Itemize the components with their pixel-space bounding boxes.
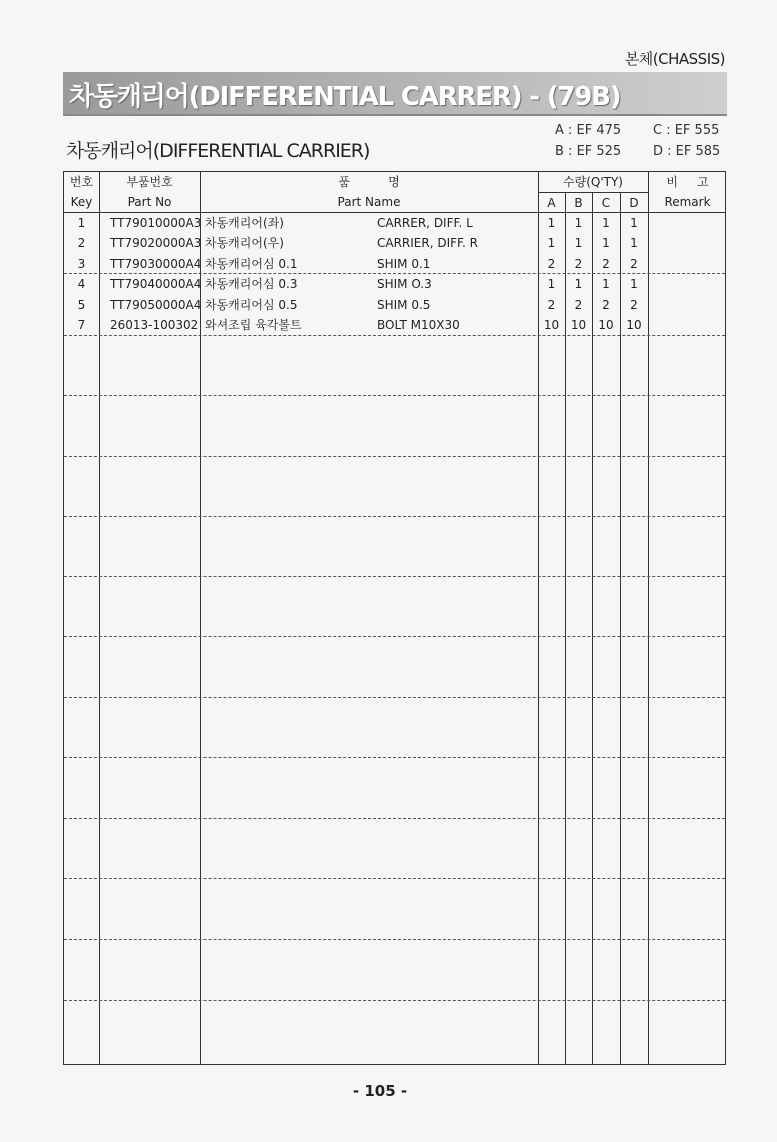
col-divider: [99, 172, 100, 1064]
row-qty-a: 10: [543, 318, 560, 332]
row-name-kr: 차동캐리어(좌): [205, 216, 284, 230]
row-qty-a: 2: [547, 257, 556, 271]
model-legend-c: C : EF 555: [653, 123, 720, 138]
header-name-en: Part Name: [337, 195, 401, 209]
row-separator: [64, 818, 725, 819]
row-key: 2: [77, 236, 86, 250]
row-separator: [64, 456, 725, 457]
row-qty-a: 2: [547, 298, 556, 312]
row-key: 7: [77, 318, 86, 332]
row-qty-c: 1: [602, 216, 610, 230]
row-name-kr: 와셔조립 육각볼트: [205, 318, 302, 332]
col-divider: [648, 172, 649, 1064]
row-name-kr: 차동캐리어심 0.3: [205, 277, 298, 291]
row-separator: [64, 939, 725, 940]
row-name-en: SHIM 0.5: [377, 298, 431, 312]
header-partno-kr: 부품번호: [126, 175, 173, 189]
title-banner: [63, 72, 727, 116]
row-qty-d: 1: [630, 216, 638, 230]
model-legend-d: D : EF 585: [653, 144, 721, 159]
header-key-en: Key: [70, 195, 93, 209]
header-remark-en: Remark: [664, 195, 711, 209]
row-separator: [64, 757, 725, 758]
row-key: 3: [77, 257, 86, 271]
row-part-no: TT79020000A3: [110, 236, 202, 250]
row-name-en: SHIM O.3: [377, 277, 432, 291]
model-legend-a: A : EF 475: [555, 123, 622, 138]
row-qty-b: 10: [570, 318, 587, 332]
row-name-kr: 차동캐리어심 0.5: [205, 298, 298, 312]
row-qty-a: 1: [547, 236, 556, 250]
row-separator: [64, 697, 725, 698]
row-name-kr: 차동캐리어심 0.1: [205, 257, 298, 271]
row-key: 1: [77, 216, 86, 230]
row-separator: [64, 273, 725, 274]
row-qty-d: 10: [626, 318, 642, 332]
row-separator: [64, 516, 725, 517]
header-qty-c: C: [601, 196, 611, 210]
row-qty-b: 1: [574, 236, 583, 250]
row-separator: [64, 636, 725, 637]
parts-table: [63, 171, 726, 1065]
row-name-en: BOLT M10X30: [377, 318, 460, 332]
row-qty-d: 1: [630, 277, 638, 291]
qty-header-line: [538, 192, 648, 193]
row-qty-c: 10: [598, 318, 614, 332]
row-qty-d: 2: [630, 298, 638, 312]
row-part-no: TT79010000A3: [110, 216, 202, 230]
row-qty-b: 2: [574, 257, 583, 271]
header-qty-b: B: [574, 196, 583, 210]
header-key-kr: 번호: [69, 175, 94, 189]
row-part-no: TT79040000A4: [110, 277, 202, 291]
row-separator: [64, 335, 725, 336]
row-qty-c: 1: [602, 236, 610, 250]
row-name-en: CARRIER, DIFF. R: [377, 236, 478, 250]
row-qty-a: 1: [547, 277, 556, 291]
row-part-no: 26013-100302: [110, 318, 199, 332]
row-separator: [64, 395, 725, 396]
row-separator: [64, 576, 725, 577]
header-name-kr: 품 명: [338, 175, 400, 189]
section-label: 본체(CHASSIS): [624, 50, 725, 68]
header-bottom-line: [64, 212, 725, 213]
row-qty-c: 2: [602, 257, 610, 271]
header-qty-d: D: [629, 196, 639, 210]
row-qty-a: 1: [547, 216, 556, 230]
page-title: 차동캐리어(DIFFERENTIAL CARRER) - (79B): [69, 82, 621, 112]
row-key: 5: [77, 298, 86, 312]
header-qty-a: A: [547, 196, 556, 210]
row-part-no: TT79030000A4: [110, 257, 202, 271]
row-qty-b: 2: [574, 298, 583, 312]
row-qty-b: 1: [574, 216, 583, 230]
header-partno-en: Part No: [127, 195, 172, 209]
row-name-en: SHIM 0.1: [377, 257, 431, 271]
subtitle: 차동캐리어(DIFFERENTIAL CARRIER): [66, 140, 370, 162]
row-separator: [64, 878, 725, 879]
page-number: - 105 -: [352, 1082, 408, 1100]
row-qty-d: 1: [630, 236, 638, 250]
header-remark-kr: 비 고: [666, 175, 709, 189]
row-separator: [64, 1000, 725, 1001]
row-key: 4: [77, 277, 86, 291]
row-qty-c: 1: [602, 277, 610, 291]
header-qty: 수량(Q'TY): [563, 175, 623, 189]
row-name-kr: 차동캐리어(우): [205, 236, 284, 250]
row-qty-c: 2: [602, 298, 610, 312]
row-qty-d: 2: [630, 257, 638, 271]
row-name-en: CARRER, DIFF. L: [377, 216, 473, 230]
model-legend-b: B : EF 525: [555, 144, 622, 159]
row-qty-b: 1: [574, 277, 583, 291]
row-part-no: TT79050000A4: [110, 298, 202, 312]
